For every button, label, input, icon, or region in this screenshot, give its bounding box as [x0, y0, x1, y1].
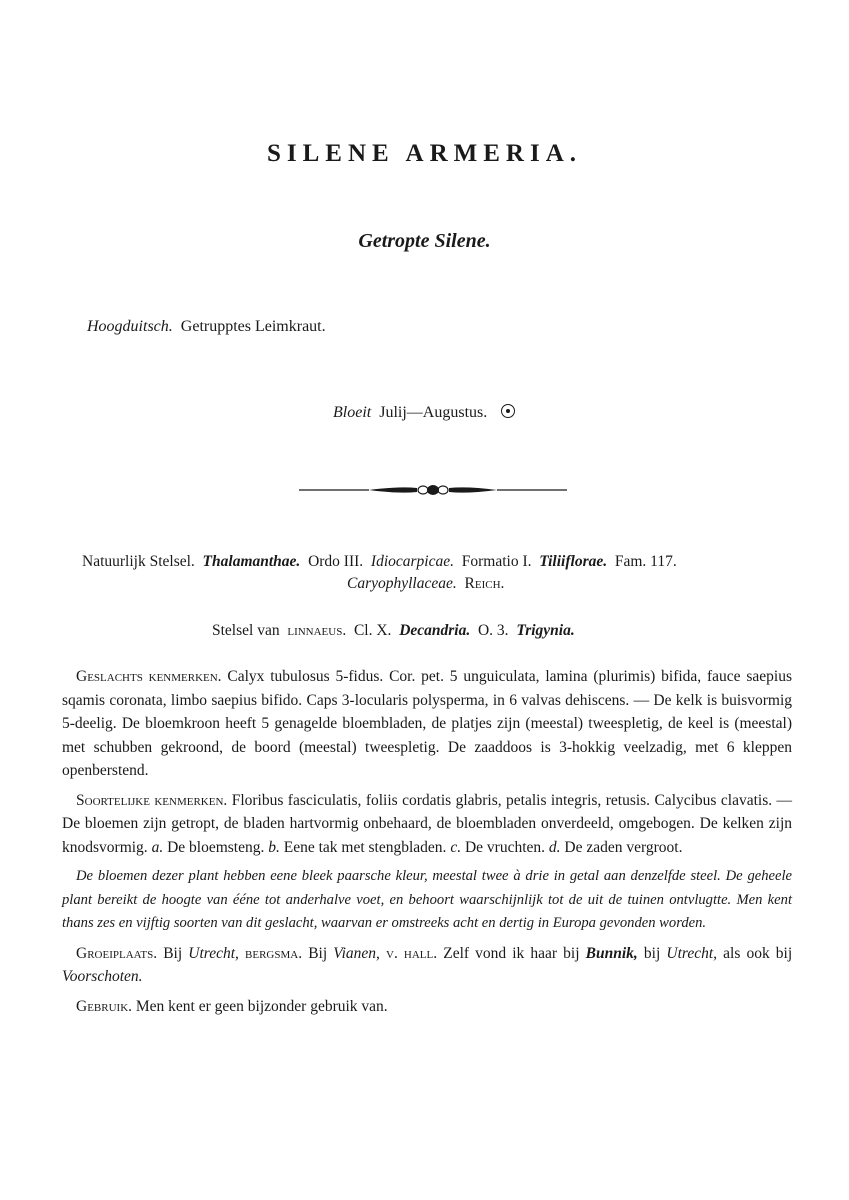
- description-body: [62, 665, 792, 1024]
- figure-a-text: De bloemsteng.: [167, 838, 265, 856]
- class-name: Thalamanthae.: [202, 553, 301, 570]
- ornamental-divider: [299, 482, 567, 498]
- annual-symbol-icon: [501, 404, 515, 418]
- habitat-heading: Groeiplaats.: [76, 944, 158, 962]
- use-text: Men kent er geen bijzonder gebruik van.: [135, 997, 388, 1015]
- habitat-text: Zelf vond ik haar bij: [443, 944, 580, 962]
- habitat-text: bij: [643, 944, 661, 962]
- figure-d-label: d.: [548, 838, 561, 856]
- genus-latin: Calyx tubulosus 5-fidus. Cor. pet. 5 unguiculata, lamina (plurimis) bifida, fauce saepius sqamis coronata, limbo saepius bifido. Caps 3-locularis polysperma, in 6 valvas dehiscens. —: [62, 668, 792, 709]
- habitat-place: Voorschoten.: [62, 968, 143, 985]
- linnaeus-line: [212, 622, 712, 640]
- genus-heading: Geslachts kenmerken.: [76, 668, 222, 685]
- page-title: SILENE ARMERIA.: [266, 140, 583, 167]
- linnaeus-class: Cl. X.: [353, 622, 392, 639]
- natural-system-label: Natuurlijk Stelsel.: [82, 553, 195, 570]
- fam: Fam. 117.: [614, 553, 677, 570]
- figure-b-text: Eene tak met stengbladen.: [283, 838, 447, 856]
- bloom-line: [333, 404, 515, 422]
- bloom-period: Julij—Augustus.: [379, 404, 488, 421]
- species-paragraph: [62, 789, 792, 860]
- habitat-place: Bunnik,: [585, 944, 638, 962]
- family-author: Reich.: [464, 575, 505, 592]
- ordo: Ordo III.: [308, 553, 364, 570]
- habitat-place: Vianen,: [333, 944, 380, 962]
- ordo-name: Idiocarpicae.: [370, 553, 454, 570]
- natural-system-line: [82, 553, 802, 571]
- family-name: Caryophyllaceae.: [347, 575, 457, 592]
- page-subtitle: Getropte Silene.: [358, 230, 491, 252]
- use-paragraph: [62, 995, 792, 1019]
- family-line: [347, 575, 647, 593]
- figure-a-label: a.: [151, 838, 164, 856]
- figure-c-text: De vruchten.: [464, 838, 546, 856]
- habitat-place: Utrecht,: [666, 944, 718, 962]
- figure-c-label: c.: [450, 838, 462, 856]
- habitat-person: bergsma.: [245, 944, 303, 962]
- habitat-text: Bij: [308, 944, 328, 962]
- figure-d-text: De zaden vergroot.: [564, 838, 683, 856]
- species-dutch: De bloemen zijn getropt, de bladen hartvormig onbehaard, de bloembladen onverdeeld, omgebogen. De kelken zijn knodsvormig.: [62, 815, 792, 856]
- linnaeus-label: Stelsel van: [212, 622, 280, 639]
- formatio: Formatio I.: [461, 553, 532, 570]
- habitat-text: als ook bij: [723, 944, 793, 962]
- german-label: Hoogduitsch.: [87, 318, 173, 335]
- linnaeus-order-name: Trigynia.: [516, 622, 575, 639]
- habitat-place: Utrecht,: [188, 944, 239, 962]
- species-heading: Soortelijke kenmerken.: [76, 791, 228, 809]
- habitat-paragraph: [62, 942, 792, 989]
- genus-paragraph: [62, 665, 792, 783]
- linnaeus-name: linnaeus.: [287, 622, 347, 639]
- linnaeus-class-name: Decandria.: [399, 622, 471, 639]
- bloom-label: Bloeit: [333, 404, 372, 421]
- habitat-person: v. hall.: [386, 944, 438, 962]
- figure-b-label: b.: [268, 838, 280, 856]
- note-paragraph: De bloemen dezer plant hebben eene bleek paarsche kleur, meestal twee à drie in getal aan denzelfde steel. De geheele plant bereikt de hoogte van ééne tot anderhalve voet, en behoort waarschijnlijk tot de uit de tuinen ontvlugtte. Men kent thans zes en vijftig soorten van dit geslacht, waarvan er omstreeks acht en dertig in Europa gevonden worden.: [62, 868, 792, 931]
- german-name-line: [87, 318, 326, 336]
- formatio-name: Tiliiflorae.: [539, 553, 608, 570]
- german-name: Getrupptes Leimkraut.: [180, 318, 326, 335]
- use-heading: Gebruik.: [76, 997, 133, 1015]
- habitat-text: Bij: [163, 944, 183, 962]
- linnaeus-order: O. 3.: [477, 622, 509, 639]
- species-latin: Floribus fasciculatis, foliis cordatis glabris, petalis integris, retusis. Calycibus clavatis. —: [231, 791, 793, 809]
- genus-dutch: De kelk is buisvormig 5-deelig. De bloemkroon heeft 5 genagelde bloembladen, de platjes zijn (meestal) tweespletig, de keel is (meestal) met schubben gekroond, de boord (meestal) tweespletig. De zaaddoos is 3-hokkig veelzadig, met 6 kleppen openberstend.: [62, 691, 793, 779]
